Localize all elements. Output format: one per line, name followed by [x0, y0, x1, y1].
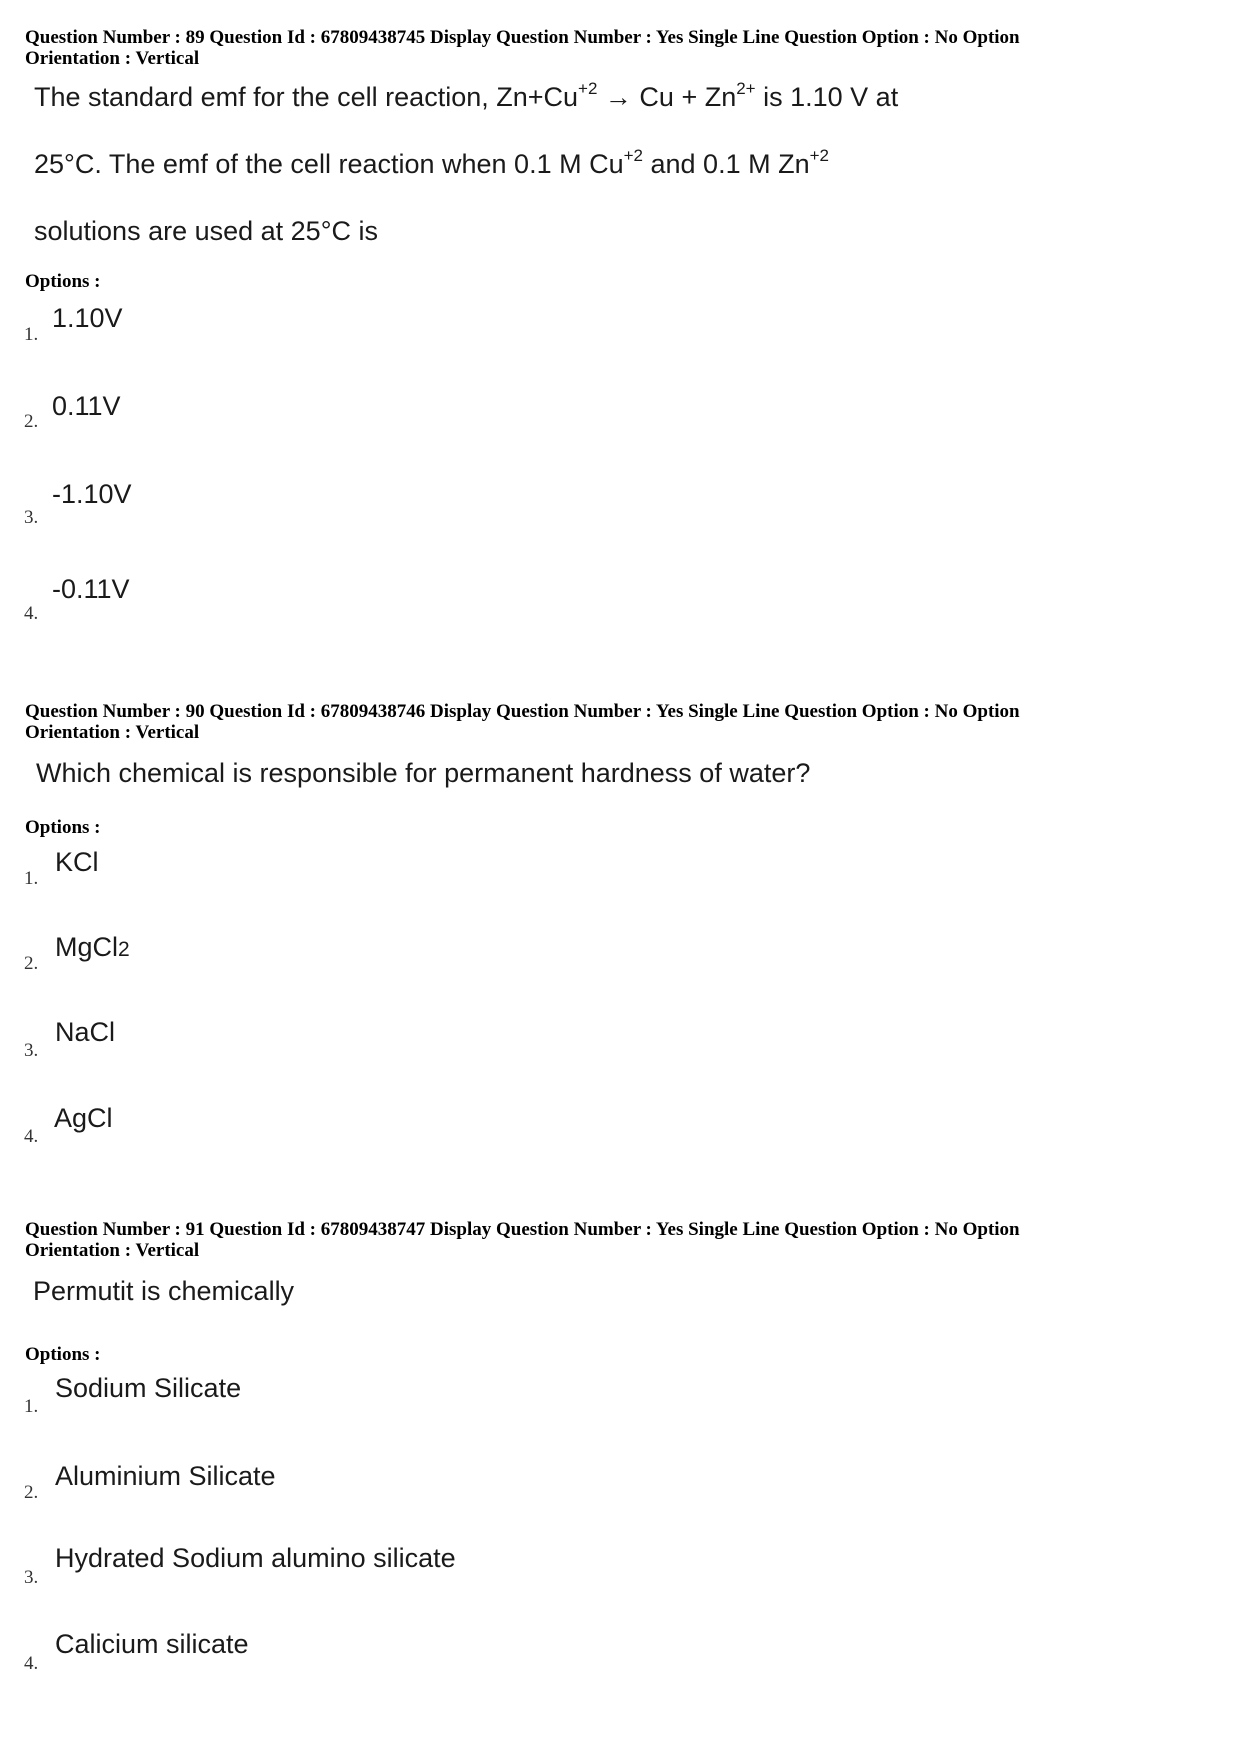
header-line: Orientation : Vertical: [25, 722, 200, 743]
option-text: KCl: [55, 847, 99, 877]
option-text: [55, 932, 130, 963]
option-text: AgCl: [54, 1103, 113, 1133]
option-text: Hydrated Sodium alumino silicate: [55, 1543, 456, 1573]
superscript: +2: [809, 146, 829, 165]
header-line: Question Number : 89 Question Id : 67809438745 Display Question Number : Yes Single Line Question Option : No Option: [25, 27, 1020, 48]
text-segment: → Cu + Zn: [597, 82, 737, 112]
text-segment: MgCl: [55, 932, 119, 962]
option-number: 1.: [24, 1396, 39, 1417]
question-text: Permutit is chemically: [33, 1276, 295, 1306]
superscript: 2+: [736, 79, 756, 98]
text-segment: The standard emf for the cell reaction, Zn+Cu: [34, 82, 579, 112]
header-line: Orientation : Vertical: [25, 48, 200, 69]
text-segment: is 1.10 V at: [755, 82, 899, 112]
option-number: 4.: [24, 1126, 39, 1147]
options-label: Options :: [25, 1344, 101, 1365]
option-text: NaCl: [55, 1017, 116, 1047]
option-number: 4.: [24, 1653, 39, 1674]
question-text: Which chemical is responsible for permanent hardness of water?: [36, 758, 811, 788]
option-number: 2.: [24, 1482, 39, 1503]
question-text-line: [34, 79, 899, 113]
question-header: [25, 27, 1020, 69]
option-text: -0.11V: [52, 574, 130, 604]
superscript: +2: [578, 79, 598, 98]
question-text-line: [34, 146, 829, 180]
option-text: -1.10V: [52, 479, 132, 509]
subscript: 2: [118, 938, 130, 961]
option-number: 2.: [24, 411, 39, 432]
option-number: 3.: [24, 507, 39, 528]
text-segment: and 0.1 M Zn: [643, 149, 810, 179]
header-line: Question Number : 90 Question Id : 67809438746 Display Question Number : Yes Single Line Question Option : No Option: [25, 701, 1020, 722]
text-segment: 25°C. The emf of the cell reaction when 0.1 M Cu: [34, 149, 624, 179]
option-number: 1.: [24, 868, 39, 889]
options-label: Options :: [25, 817, 101, 838]
option-text: Aluminium Silicate: [55, 1461, 276, 1491]
option-text: 1.10V: [52, 303, 123, 333]
question-header: [25, 701, 1020, 743]
option-text: Calicium silicate: [55, 1629, 249, 1659]
option-number: 4.: [24, 603, 39, 624]
superscript: +2: [623, 146, 643, 165]
header-line: Question Number : 91 Question Id : 67809438747 Display Question Number : Yes Single Line Question Option : No Option: [25, 1219, 1020, 1240]
options-label: Options :: [25, 271, 101, 292]
option-text: 0.11V: [52, 391, 121, 421]
option-number: 2.: [24, 953, 39, 974]
option-number: 1.: [24, 324, 39, 345]
question-header: [25, 1219, 1020, 1261]
header-line: Orientation : Vertical: [25, 1240, 200, 1261]
option-text: Sodium Silicate: [55, 1373, 242, 1403]
option-number: 3.: [24, 1040, 39, 1061]
question-text-line: solutions are used at 25°C is: [34, 216, 378, 246]
option-number: 3.: [24, 1567, 39, 1588]
